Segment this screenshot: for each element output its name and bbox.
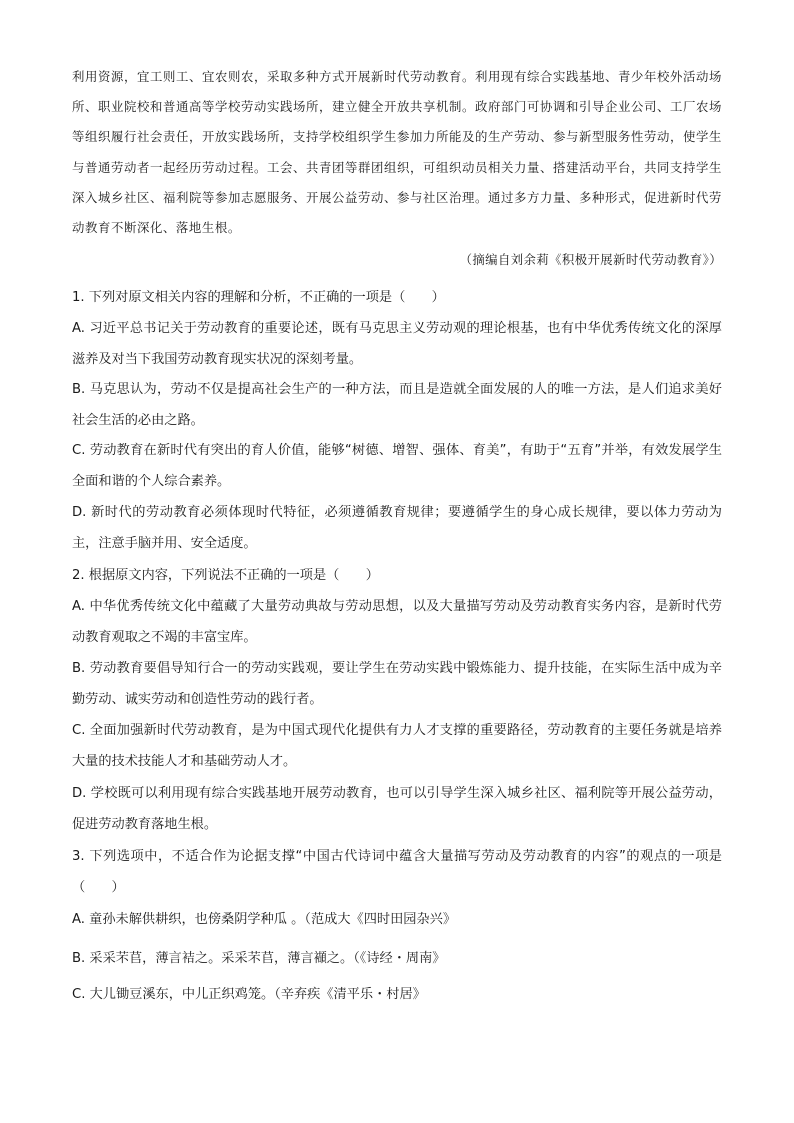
- question-3-option-c: C. 大儿锄豆溪东，中儿正织鸡笼。（辛弃疾《清平乐・村居》: [72, 987, 426, 1002]
- question-1-option-c: C. 劳动教育在新时代有突出的育人价值，能够“树德、增智、强体、育美”，有助于“五育”并举，有效发展学生全面和谐的个人综合素养。: [72, 443, 722, 489]
- question-2-option-b: B. 劳动教育要倡导知行合一的劳动实践观，要让学生在劳动实践中锻炼能力、提升技能，在实际生活中成为辛勤劳动、诚实劳动和创造性劳动的践行者。: [72, 661, 722, 707]
- question-1-option-d: D. 新时代的劳动教育必须体现时代特征，必须遵循教育规律；要遵循学生的身心成长规律，要以体力劳动为主，注意手脑并用、安全适度。: [72, 505, 722, 551]
- question-2-option-a: A. 中华优秀传统文化中蕴藏了大量劳动典故与劳动思想，以及大量描写劳动及劳动教育实务内容，是新时代劳动教育观取之不竭的丰富宝库。: [72, 599, 722, 645]
- question-3-stem: 3. 下列选项中，不适合作为论据支撑“中国古代诗词中蕴含大量描写劳动及劳动教育的内容”的观点的一项是（ ）: [72, 849, 722, 895]
- passage-source: （摘编自刘余莉《积极开展新时代劳动教育》）: [459, 252, 722, 267]
- question-1-option-b: B. 马克思认为，劳动不仅是提高社会生产的一种方法，而且是造就全面发展的人的唯一方法，是人们追求美好社会生活的必由之路。: [72, 382, 722, 428]
- passage-text: 利用资源，宜工则工、宜农则农，采取多种方式开展新时代劳动教育。利用现有综合实践基地、青少年校外活动场所、职业院校和普通高等学校劳动实践场所，建立健全开放共享机制。政府部门可协调和引导企业公司、工厂农场等组织履行社会责任，开放实践场所，支持学校组织学生参加力所能及的生产劳动、参与新型服务性劳动，使学生与普通劳动者一起经历劳动过程。工会、共青团等群团组织，可组织动员相关力量、搭建活动平台，共同支持学生深入城乡社区、福利院等参加志愿服务、开展公益劳动、参与社区治理。通过多方力量、多种形式，促进新时代劳动教育不断深化、落地生根。: [72, 69, 722, 236]
- question-1-stem: 1. 下列对原文相关内容的理解和分析，不正确的一项是（ ）: [72, 290, 445, 305]
- question-3-option-a: A. 童孙未解供耕织，也傍桑阴学种瓜 。（范成大《四时田园杂兴》: [72, 912, 457, 927]
- question-2-option-d: D. 学校既可以利用现有综合实践基地开展劳动教育，也可以引导学生深入城乡社区、福利院等开展公益劳动，促进劳动教育落地生根。: [72, 786, 722, 832]
- question-1-option-a: A. 习近平总书记关于劳动教育的重要论述，既有马克思主义劳动观的理论根基，也有中华优秀传统文化的深厚滋养及对当下我国劳动教育现实状况的深刻考量。: [72, 321, 722, 367]
- question-3-option-b: B. 采采芣苢，薄言袺之。采采芣苢，薄言襭之。（《诗经・周南》: [72, 951, 446, 966]
- question-2-option-c: C. 全面加强新时代劳动教育，是为中国式现代化提供有力人才支撑的重要路径，劳动教育的主要任务就是培养大量的技术技能人才和基础劳动人才。: [72, 723, 722, 769]
- question-2-stem: 2. 根据原文内容，下列说法不正确的一项是（ ）: [72, 568, 379, 583]
